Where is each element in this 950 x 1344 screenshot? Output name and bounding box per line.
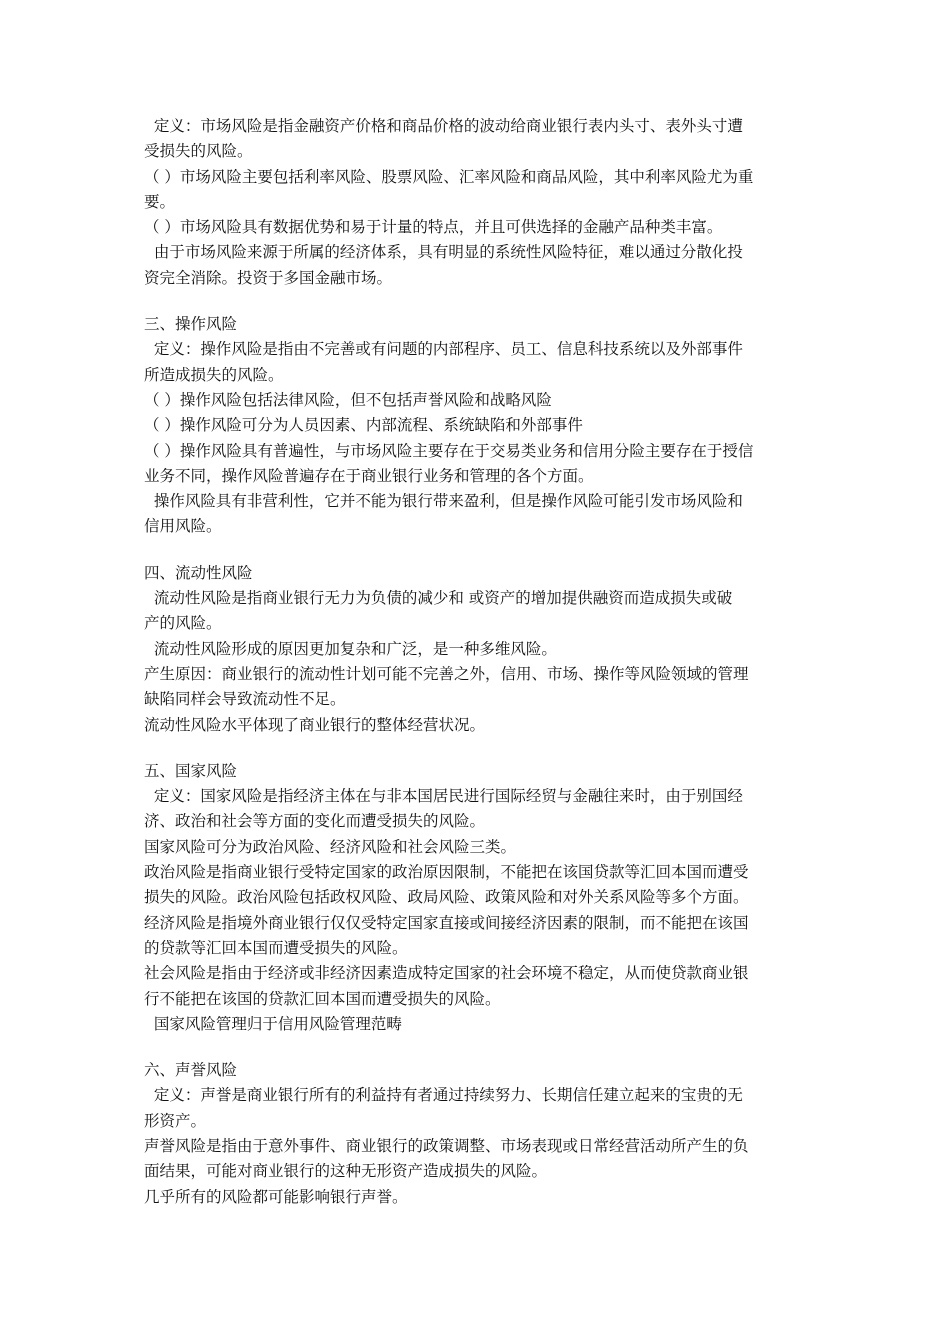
paragraph-line: 形资产。 — [144, 1111, 207, 1130]
paragraph-line: （ ）市场风险具有数据优势和易于计量的特点，并且可供选择的金融产品种类丰富。 — [144, 218, 723, 237]
paragraph-line: 资完全消除。投资于多国金融市场。 — [144, 268, 393, 287]
section-market-risk — [144, 114, 804, 291]
paragraph-line: 产的风险。 — [144, 614, 222, 633]
paragraph-line: 流动性风险是指商业银行无力为负债的减少和 或资产的增加提供融资而造成损失或破 — [144, 589, 733, 608]
section-reputation-risk — [144, 1058, 804, 1210]
paragraph-line: （ ）市场风险主要包括利率风险、股票风险、汇率风险和商品风险，其中利率风险尤为重 — [144, 167, 754, 186]
paragraph-line: 产生原因：商业银行的流动性计划可能不完善之外，信用、市场、操作等风险领域的管理 — [144, 664, 749, 683]
paragraph-line: 受损失的风险。 — [144, 142, 253, 161]
paragraph-line: 定义：操作风险是指由不完善或有问题的内部程序、员工、信息科技系统以及外部事件 — [144, 340, 743, 359]
paragraph-line: 缺陷同样会导致流动性不足。 — [144, 690, 346, 709]
paragraph-line: 损失的风险。政治风险包括政权风险、政局风险、政策风险和对外关系风险等多个方面。 — [144, 888, 749, 907]
paragraph-line: 面结果，可能对商业银行的这种无形资产造成损失的风险。 — [144, 1162, 548, 1181]
paragraph-line: 政治风险是指商业银行受特定国家的政治原因限制，不能把在该国贷款等汇回本国而遭受 — [144, 863, 749, 882]
paragraph-line: 几乎所有的风险都可能影响银行声誉。 — [144, 1187, 408, 1206]
paragraph-line: 社会风险是指由于经济或非经济因素造成特定国家的社会环境不稳定，从而使贷款商业银 — [144, 964, 749, 983]
section-heading: 六、声誉风险 — [144, 1061, 238, 1080]
document-page — [144, 114, 804, 1210]
paragraph-line: 的贷款等汇回本国而遭受损失的风险。 — [144, 938, 408, 957]
paragraph-line: 定义：国家风险是指经济主体在与非本国居民进行国际经贸与金融往来时，由于别国经 — [144, 787, 743, 806]
paragraph-line: 经济风险是指境外商业银行仅仅受特定国家直接或间接经济因素的限制，而不能把在该国 — [144, 913, 749, 932]
paragraph-line: 定义：市场风险是指金融资产价格和商品价格的波动给商业银行表内头寸、表外头寸遭 — [144, 117, 743, 135]
paragraph-line: 信用风险。 — [144, 517, 222, 536]
paragraph-line: 国家风险管理归于信用风险管理范畴 — [144, 1014, 402, 1033]
paragraph-line: （ ）操作风险具有普遍性，与市场风险主要存在于交易类业务和信用分险主要存在于授信 — [144, 441, 754, 460]
paragraph-line: 业务不同，操作风险普遍存在于商业银行业务和管理的各个方面。 — [144, 466, 594, 485]
paragraph-line: 行不能把在该国的贷款汇回本国而遭受损失的风险。 — [144, 989, 501, 1008]
paragraph-line: 要。 — [144, 192, 176, 211]
section-country-risk — [144, 759, 804, 1037]
paragraph-line: （ ）操作风险包括法律风险，但不包括声誉风险和战略风险 — [144, 390, 552, 409]
section-heading: 三、操作风险 — [144, 315, 238, 334]
section-operational-risk — [144, 312, 804, 540]
paragraph-line: 声誉风险是指由于意外事件、商业银行的政策调整、市场表现或日常经营活动所产生的负 — [144, 1136, 749, 1155]
paragraph-line: 定义：声誉是商业银行所有的利益持有者通过持续努力、长期信任建立起来的宝贵的无 — [144, 1086, 743, 1105]
section-heading: 四、流动性风险 — [144, 563, 253, 582]
paragraph-line: （ ）操作风险可分为人员因素、内部流程、系统缺陷和外部事件 — [144, 416, 583, 435]
paragraph-line: 由于市场风险来源于所属的经济体系，具有明显的系统性风险特征，难以通过分散化投 — [144, 243, 743, 262]
paragraph-line: 所造成损失的风险。 — [144, 365, 284, 384]
paragraph-line: 济、政治和社会等方面的变化而遭受损失的风险。 — [144, 812, 486, 831]
paragraph-line: 流动性风险形成的原因更加复杂和广泛，是一种多维风险。 — [144, 639, 557, 658]
paragraph-line: 国家风险可分为政治风险、经济风险和社会风险三类。 — [144, 837, 517, 856]
section-liquidity-risk — [144, 561, 804, 738]
paragraph-line: 流动性风险水平体现了商业银行的整体经营状况。 — [144, 715, 486, 734]
section-heading: 五、国家风险 — [144, 761, 238, 780]
paragraph-line: 操作风险具有非营利性，它并不能为银行带来盈利，但是操作风险可能引发市场风险和 — [144, 492, 743, 511]
